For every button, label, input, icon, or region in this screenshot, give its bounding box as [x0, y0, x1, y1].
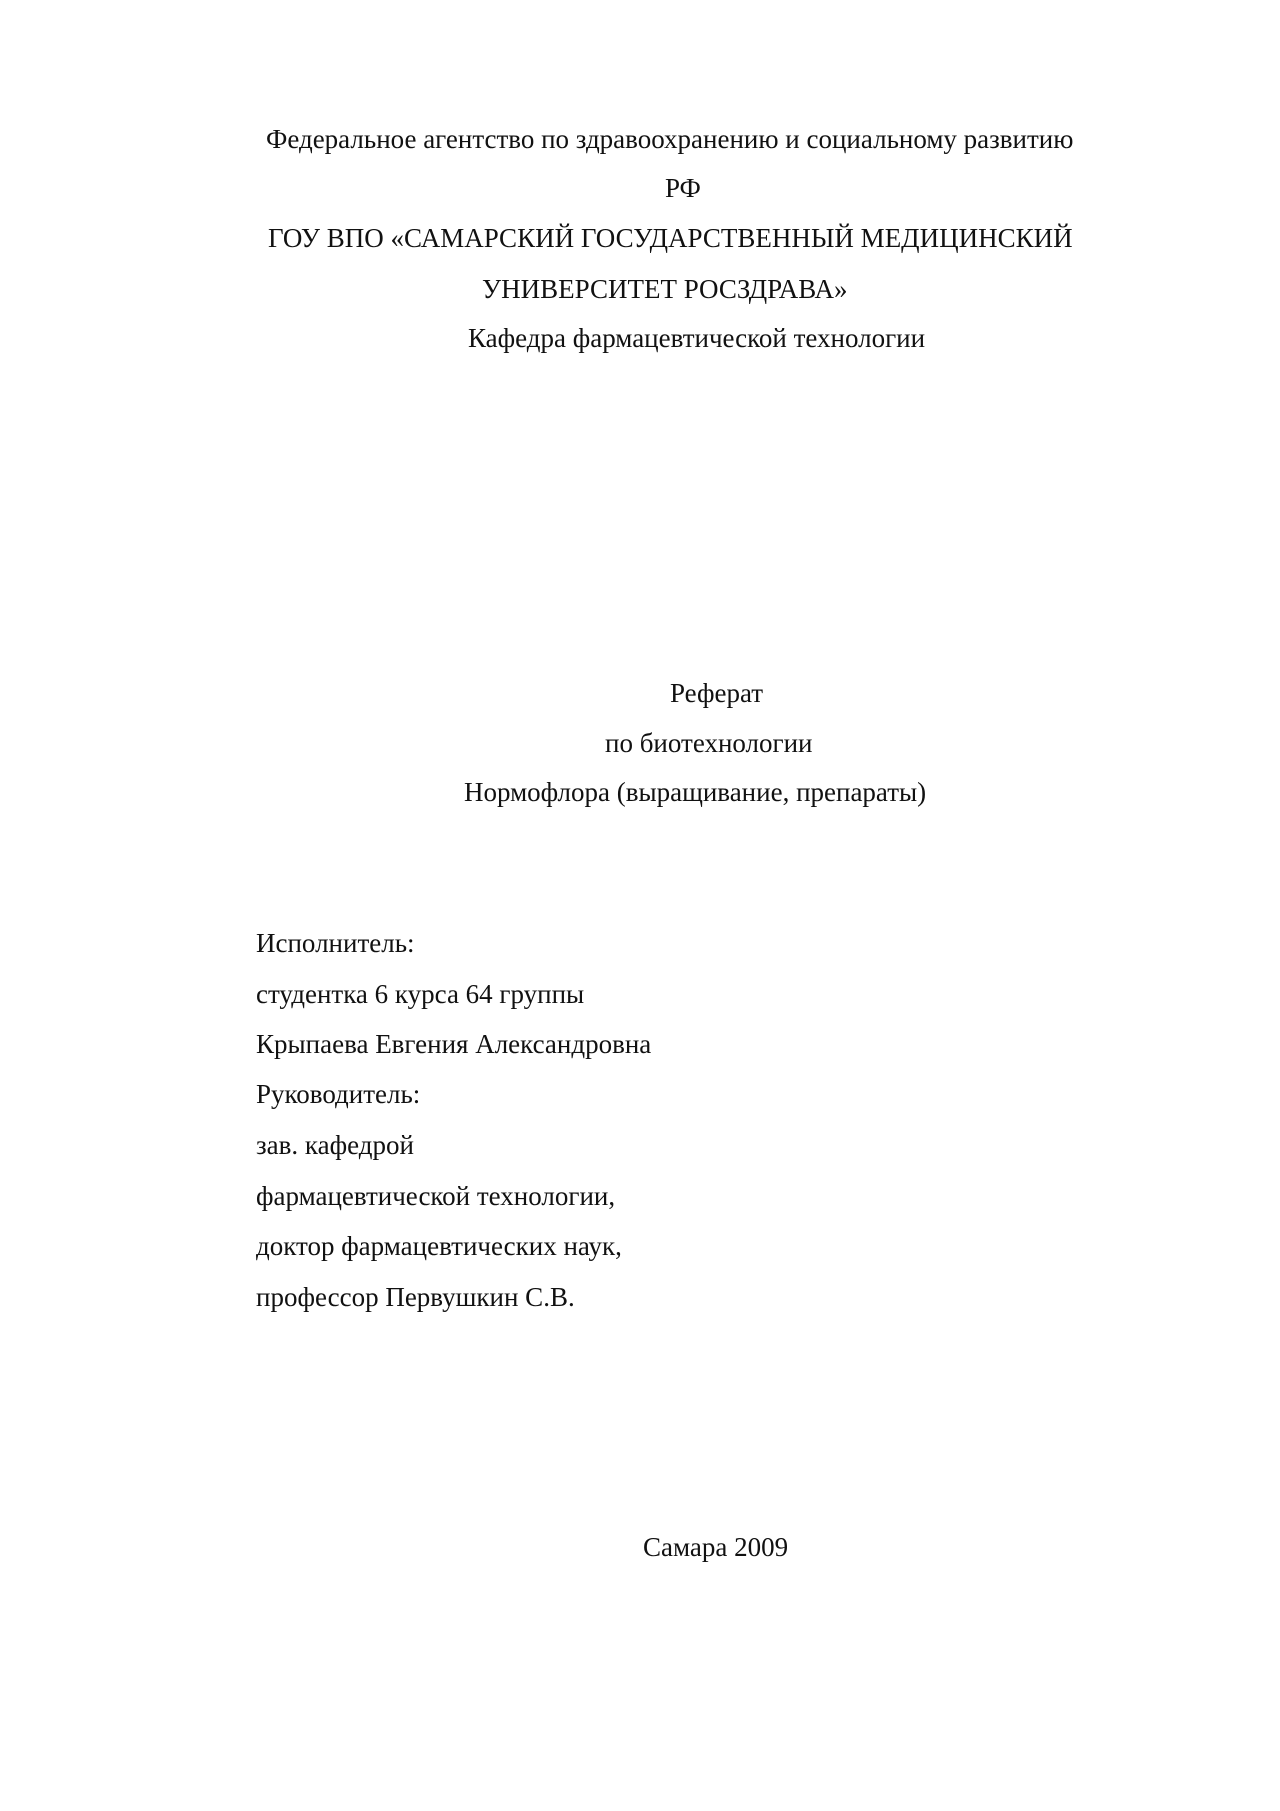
supervisor-degree: доктор фармацевтических наук, — [256, 1231, 622, 1261]
supervisor-label: Руководитель: — [256, 1079, 421, 1109]
supervisor-position: зав. кафедрой — [256, 1130, 414, 1160]
university-line-2: УНИВЕРСИТЕТ РОСЗДРАВА» — [482, 274, 848, 304]
document-topic: Нормофлора (выращивание, препараты) — [464, 777, 927, 807]
agency-line-2: РФ — [665, 173, 701, 203]
performer-label: Исполнитель: — [256, 928, 415, 958]
agency-line-1: Федеральное агентство по здравоохранению и социальному развитию — [266, 124, 1074, 154]
city-year: Самара 2009 — [643, 1532, 789, 1562]
performer-name: Крыпаева Евгения Александровна — [256, 1029, 652, 1059]
supervisor-name: профессор Первушкин С.В. — [256, 1282, 575, 1312]
department-name: Кафедра фармацевтической технологии — [468, 323, 926, 353]
supervisor-department: фармацевтической технологии, — [256, 1181, 616, 1211]
performer-status: студентка 6 курса 64 группы — [256, 979, 585, 1009]
document-subject: по биотехнологии — [605, 728, 813, 758]
document-type: Реферат — [670, 678, 764, 708]
university-line-1: ГОУ ВПО «САМАРСКИЙ ГОСУДАРСТВЕННЫЙ МЕДИЦИНСКИЙ — [268, 223, 1073, 253]
